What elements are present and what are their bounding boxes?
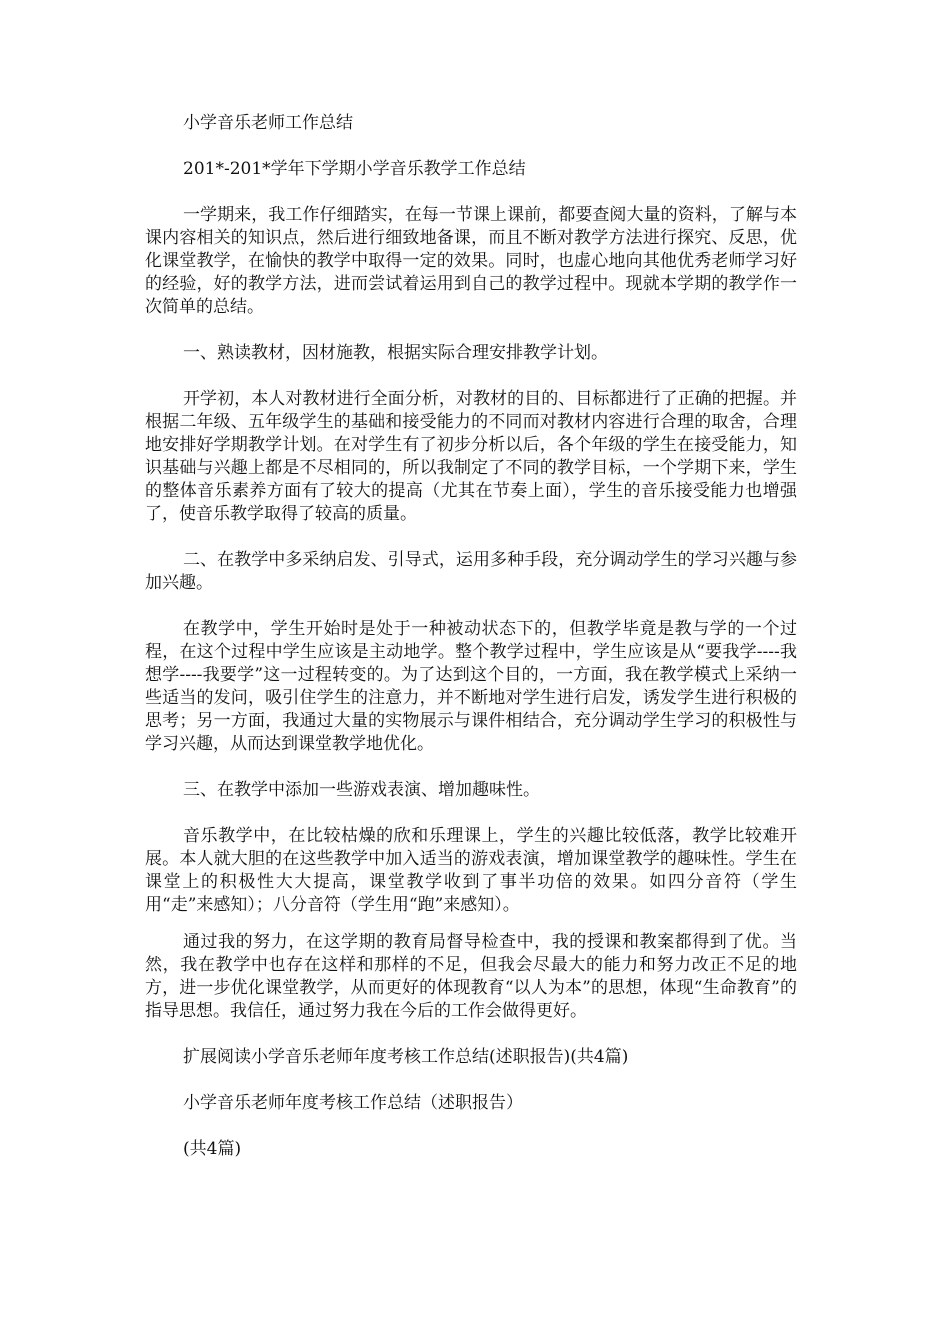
paragraph-section-3: 音乐教学中，在比较枯燥的欣和乐理课上，学生的兴趣比较低落，教学比较难开展。本人就大胆的在这些教学中加入适当的游戏表演，增加课堂教学的趣味性。学生在课堂上的积极性大大提高，课堂教学收到了事半功倍的效果。如四分音符（学生用“走”来感知）；八分音符（学生用“跑”来感知）。 [145, 826, 797, 915]
paragraph-section-1: 开学初，本人对教材进行全面分析，对教材的目的、目标都进行了正确的把握。并根据二年级、五年级学生的基础和接受能力的不同而对教材内容进行合理的取舍，合理地安排好学期教学计划。在对学生有了初步分析以后，各个年级的学生在接受能力，知识基础与兴趣上都是不尽相同的，所以我制定了不同的教学目标，一个学期下来，学生的整体音乐素养方面有了较大的提高（尤其在节奏上面），学生的音乐接受能力也增强了，使音乐教学取得了较高的质量。 [145, 389, 797, 524]
section-heading-3: 三、在教学中添加一些游戏表演、增加趣味性。 [183, 780, 540, 800]
paragraph-conclusion: 通过我的努力，在这学期的教育局督导检查中，我的授课和教案都得到了优。当然，我在教学中也存在这样和那样的不足，但我会尽最大的能力和努力改正不足的地方，进一步优化课堂教学，从而更好的体现教育“以人为本”的思想，体现“生命教育”的指导思想。我信任，通过努力我在今后的工作会做得更好。 [145, 932, 797, 1021]
extended-reading-title: 小学音乐老师年度考核工作总结（述职报告） [183, 1093, 523, 1113]
section-heading-2: 二、在教学中多采纳启发、引导式，运用多种手段，充分调动学生的学习兴趣与参加兴趣。 [145, 550, 797, 593]
document-body [145, 112, 797, 1184]
paragraph-intro: 一学期来，我工作仔细踏实，在每一节课上课前，都要查阅大量的资料，了解与本课内容相关的知识点，然后进行细致地备课，而且不断对教学方法进行探究、反思，优化课堂教学，在愉快的教学中取得一定的效果。同时，也虚心地向其他优秀老师学习好的经验，好的教学方法，进而尝试着运用到自己的教学过程中。现就本学期的教学作一次简单的总结。 [145, 205, 797, 317]
extended-reading-heading: 扩展阅读小学音乐老师年度考核工作总结(述职报告)(共4篇) [183, 1047, 629, 1067]
extended-reading-count: (共4篇) [183, 1139, 242, 1159]
paragraph-section-2: 在教学中，学生开始时是处于一种被动状态下的，但教学毕竟是教与学的一个过程，在这个过程中学生应该是主动地学。整个教学过程中，学生应该是从“要我学----我想学----我要学”这一过程转变的。为了达到这个目的，一方面，我在教学模式上采纳一些适当的发问，吸引住学生的注意力，并不断地对学生进行启发，诱发学生进行积极的思考；另一方面，我通过大量的实物展示与课件相结合，充分调动学生学习的积极性与学习兴趣，从而达到课堂教学地优化。 [145, 619, 797, 754]
section-heading-1: 一、熟读教材，因材施教，根据实际合理安排教学计划。 [183, 343, 608, 363]
document-title: 小学音乐老师工作总结 [183, 113, 353, 133]
document-subtitle: 201*-201*学年下学期小学音乐教学工作总结 [183, 159, 526, 179]
